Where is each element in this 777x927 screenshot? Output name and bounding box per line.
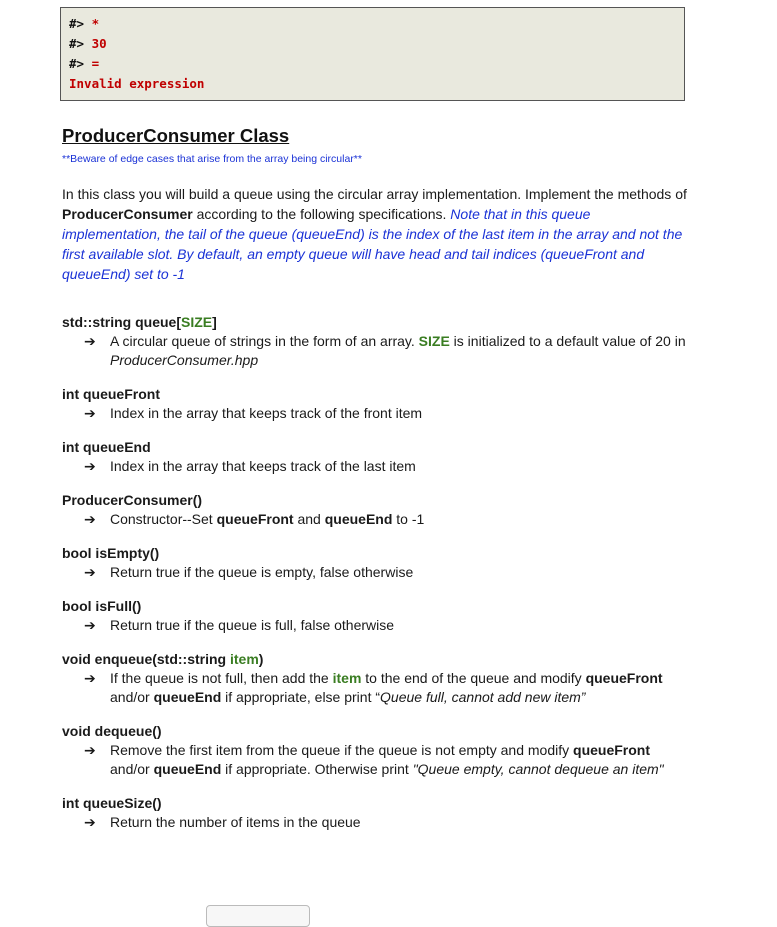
spec-dequeue [62, 721, 692, 779]
spec-description: Return true if the queue is full, false otherwise [110, 617, 395, 633]
intro-paragraph: In this class you will build a queue using the circular array implementation. Implement the methods of ProducerConsumer according to the following specifications. Note that in this queue implementation, the tail of the queue (queueEnd) is the index of the last item in the array and not the first available slot. By default, an empty queue will have head and tail indices (queueFront and queueEnd) set to -1 [62, 186, 687, 282]
spec-is-full [62, 596, 692, 635]
spec-description: Remove the first item from the queue if the queue is not empty and modify queueFront and/or queueEnd if appropriate. Otherwise print "Queue empty, cannot dequeue an item" [110, 742, 664, 777]
arrow-icon: ➔ [84, 742, 96, 758]
spec-signature: void enqueue(std::string item) [62, 651, 264, 667]
spec-signature: int queueFront [62, 386, 160, 402]
spec-signature: bool isFull() [62, 598, 142, 614]
spec-is-empty [62, 543, 692, 582]
arrow-icon: ➔ [84, 814, 96, 830]
spec-description: Index in the array that keeps track of the last item [110, 458, 416, 474]
producer-consumer-section [62, 124, 692, 832]
edge-case-warning: **Beware of edge cases that arise from the array being circular** [62, 153, 362, 165]
spec-signature: int queueSize() [62, 795, 162, 811]
arrow-icon: ➔ [84, 405, 96, 421]
spec-queue-size [62, 793, 692, 832]
spec-queue-end [62, 437, 692, 476]
spec-description: Constructor--Set queueFront and queueEnd to -1 [110, 511, 425, 527]
spec-enqueue [62, 649, 692, 707]
arrow-icon: ➔ [84, 617, 96, 633]
console-line: #> * [69, 16, 100, 31]
console-line: #> = [69, 56, 100, 71]
spec-constructor [62, 490, 692, 529]
arrow-icon: ➔ [84, 333, 96, 349]
console-line: #> 30 [69, 36, 107, 51]
spec-description: A circular queue of strings in the form of an array. SIZE is initialized to a default value of 20 in ProducerConsumer.hpp [110, 333, 686, 368]
spec-signature: ProducerConsumer() [62, 492, 203, 508]
partial-button[interactable] [206, 905, 310, 927]
section-title: ProducerConsumer Class [62, 125, 290, 146]
spec-signature: int queueEnd [62, 439, 151, 455]
arrow-icon: ➔ [84, 564, 96, 580]
arrow-icon: ➔ [84, 670, 96, 686]
spec-signature: bool isEmpty() [62, 545, 160, 561]
spec-description: Return true if the queue is empty, false otherwise [110, 564, 414, 580]
spec-signature: void dequeue() [62, 723, 162, 739]
spec-description: If the queue is not full, then add the item to the end of the queue and modify queueFront and/or queueEnd if appropriate, else print “Queue full, cannot add new item” [110, 670, 663, 705]
spec-list [62, 312, 692, 832]
spec-queue-front [62, 384, 692, 423]
intro-note: Note that in this queue implementation, the tail of the queue (queueEnd) is the index of the last item in the array and not the first available slot. By default, an empty queue will have head and tail indices (queueFront and queueEnd) set to -1 [62, 206, 683, 282]
spec-signature: std::string queue[SIZE] [62, 314, 217, 330]
console-error: Invalid expression [69, 76, 205, 91]
spec-queue [62, 312, 692, 370]
spec-description: Return the number of items in the queue [110, 814, 361, 830]
spec-description: Index in the array that keeps track of the front item [110, 405, 423, 421]
arrow-icon: ➔ [84, 511, 96, 527]
arrow-icon: ➔ [84, 458, 96, 474]
console-output [60, 7, 685, 101]
